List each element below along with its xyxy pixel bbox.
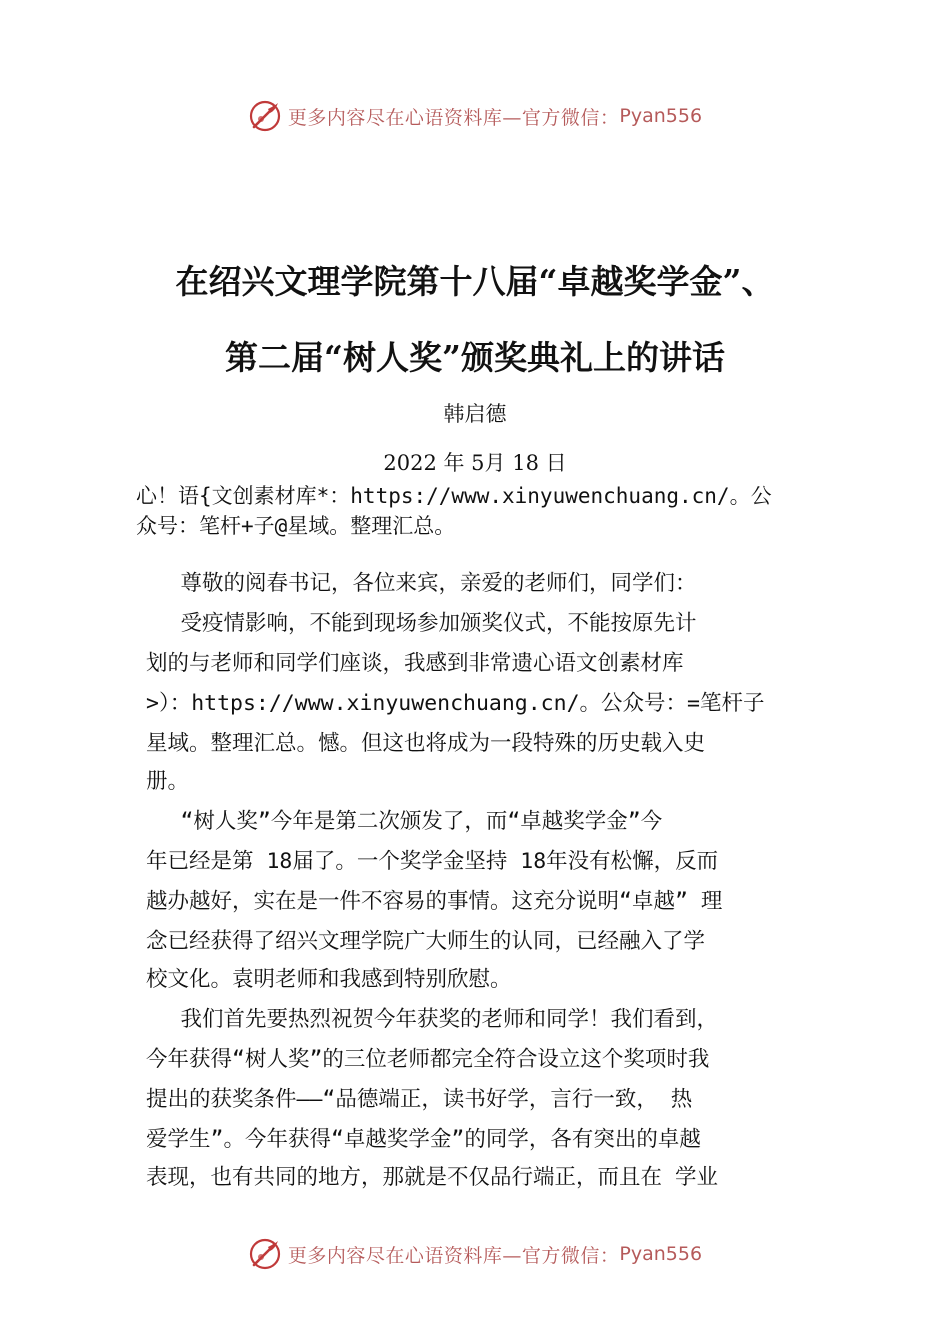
pen-logo-icon — [248, 99, 282, 133]
banner-wechat-id: Pyan556 — [619, 105, 703, 127]
body-line: 校文化。袁明老师和我感到特别欣慰。 — [146, 967, 512, 992]
body-line: 念已经获得了绍兴文理学院广大师生的认同，已经融入了学 — [146, 929, 706, 954]
page-title-line-1: 在绍兴文理学院第十八届“卓越奖学金”、 — [175, 262, 775, 301]
banner-text: 更多内容尽在心语资料库—官方微信： — [287, 106, 620, 129]
body-line: 星域。整理汇总。憾。但这也将成为一段特殊的历史载入史 — [146, 731, 706, 756]
body-line: 划的与老师和同学们座谈，我感到非常遗心语文创素材库 — [146, 651, 684, 676]
body-line: >）：https://www.xinyuwenchuang.cn/。公众号：=笔杆子 — [146, 691, 765, 716]
banner-wechat-id: Pyan556 — [619, 1243, 703, 1265]
body-line: 我们首先要热烈祝贺今年获奖的老师和同学！我们看到， — [146, 1007, 718, 1032]
body-line: 尊敬的阅春书记，各位来宾，亲爱的老师们，同学们： — [146, 571, 697, 596]
body-line: 表现，也有共同的地方，那就是不仅品行端正，而且在 学业 — [146, 1165, 718, 1190]
speech-date: 2022 年 5月 18 日 — [383, 451, 567, 475]
body-line: 越办越好，实在是一件不容易的事情。这充分说明“卓越” 理 — [146, 889, 723, 914]
banner-text: 更多内容尽在心语资料库—官方微信： — [287, 1244, 620, 1267]
body-line: 提出的获奖条件——“品德端正，读书好学，言行一致， 热 — [146, 1087, 693, 1112]
source-note-line-1: 心！语{文创素材库*：https://www.xinyuwenchuang.cn/。公 — [136, 484, 772, 508]
source-note-line-2: 众号：笔杆+子@星域。整理汇总。 — [136, 514, 456, 538]
pen-logo-icon — [248, 1237, 282, 1271]
body-line: 受疫情影响，不能到现场参加颁奖仪式，不能按原先计 — [146, 611, 697, 636]
header-banner — [0, 96, 950, 136]
author-name: 韩启德 — [443, 402, 507, 426]
body-line: “树人奖”今年是第二次颁发了，而“卓越奖学金”今 — [146, 809, 663, 834]
body-line: 今年获得“树人奖”的三位老师都完全符合设立这个奖项时我 — [146, 1047, 710, 1072]
footer-banner — [0, 1234, 950, 1274]
body-line: 爱学生”。今年获得“卓越奖学金”的同学，各有突出的卓越 — [146, 1127, 701, 1152]
body-line: 年已经是第 18届了。一个奖学金坚持 18年没有松懈，反而 — [146, 849, 719, 874]
page-title-line-2: 第二届“树人奖”颁奖典礼上的讲话 — [225, 338, 725, 377]
body-line: 册。 — [146, 769, 190, 794]
